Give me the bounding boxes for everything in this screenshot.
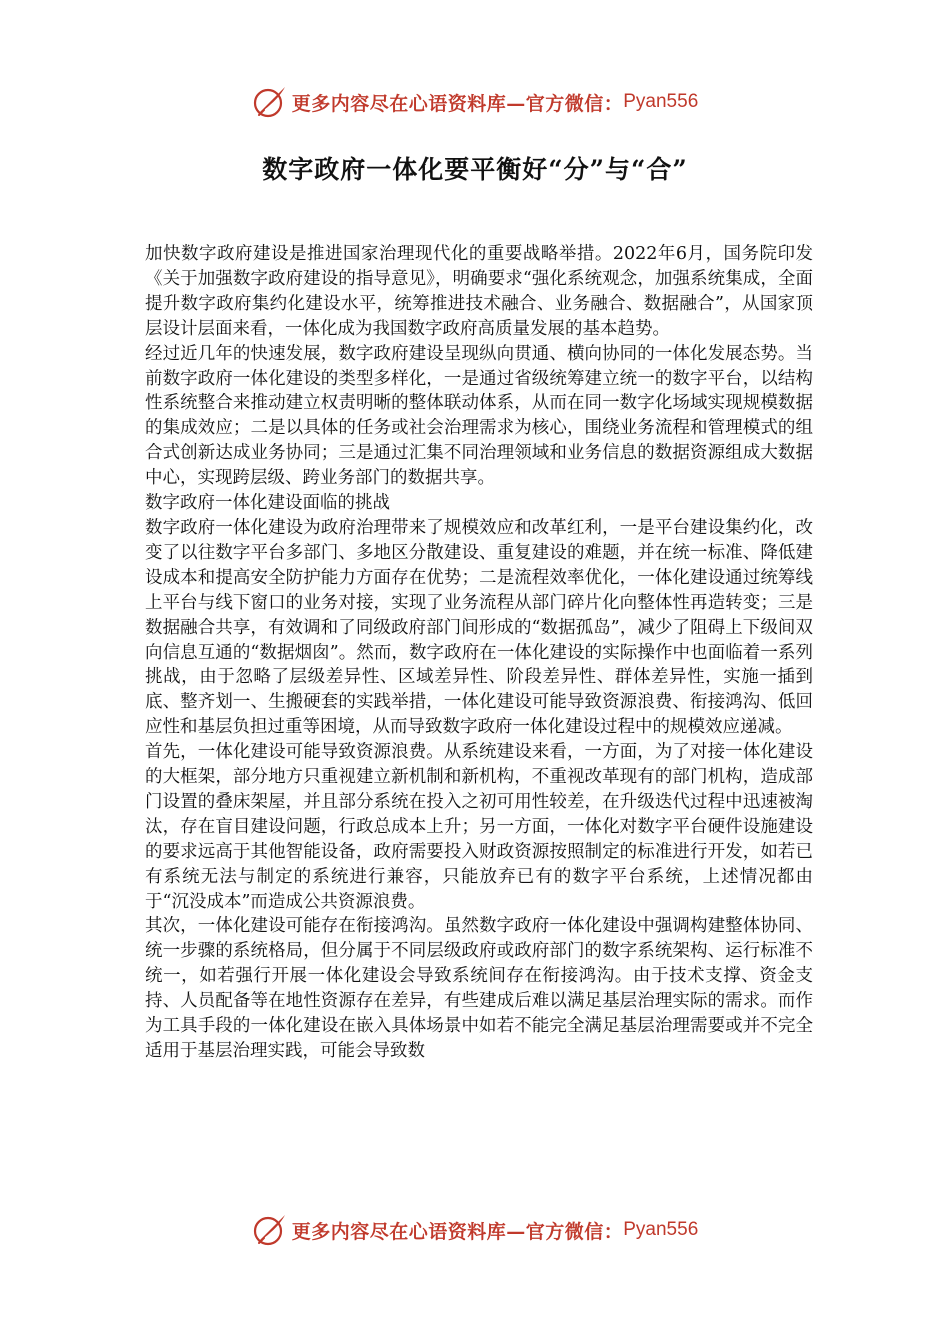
feather-quill-logo xyxy=(252,84,288,120)
banner-text: 更多内容尽在心语资料库—官方微信： xyxy=(291,1220,624,1243)
article-body xyxy=(145,242,813,1064)
header-banner xyxy=(0,82,950,122)
banner-contact: Pyan556 xyxy=(623,91,699,112)
paragraph: 加快数字政府建设是推进国家治理现代化的重要战略举措。2022年6月，国务院印发《关于加强数字政府建设的指导意见》，明确要求“强化系统观念，加强系统集成，全面提升数字政府集约化建设水平，统筹推进技术融合、业务融合、数据融合”，从国家顶层设计层面来看，一体化成为我国数字政府高质量发展的基本趋势。 xyxy=(145,244,813,339)
footer-banner xyxy=(0,1210,950,1250)
paragraph: 经过近几年的快速发展，数字政府建设呈现纵向贯通、横向协同的一体化发展态势。当前数字政府一体化建设的类型多样化，一是通过省级统筹建立统一的数字平台，以结构性系统整合来推动建立权责明晰的整体联动体系，从而在同一数字化场域实现规模数据的集成效应；二是以具体的任务或社会治理需求为核心，围绕业务流程和管理模式的组合式创新达成业务协同；三是通过汇集不同治理领域和业务信息的数据资源组成大数据中心，实现跨层级、跨业务部门的数据共享。 xyxy=(145,343,813,489)
paragraph: 其次，一体化建设可能存在衔接鸿沟。虽然数字政府一体化建设中强调构建整体协同、统一步骤的系统格局，但分属于不同层级政府或政府部门的数字系统架构、运行标准不统一，如若强行开展一体化建设会导致系统间存在衔接鸿沟。由于技术支撑、资金支持、人员配备等在地性资源存在差异，有些建成后难以满足基层治理实际的需求。而作为工具手段的一体化建设在嵌入具体场景中如若不能完全满足基层治理需要或并不完全适用于基层治理实践，可能会导致数 xyxy=(145,916,813,1061)
feather-quill-logo xyxy=(252,1212,288,1248)
section-heading: 数字政府一体化建设面临的挑战 xyxy=(145,493,390,514)
paragraph: 首先，一体化建设可能导致资源浪费。从系统建设来看，一方面，为了对接一体化建设的大框架，部分地方只重视建立新机制和新机构，不重视改革现有的部门机构，造成部门设置的叠床架屋，并且部分系统在投入之初可用性较差，在升级迭代过程中迅速被淘汰，存在盲目建设问题，行政总成本上升；另一方面，一体化对数字平台硬件设施建设的要求远高于其他智能设备，政府需要投入财政资源按照制定的标准进行开发，如若已有系统无法与制定的系统进行兼容，只能放弃已有的数字平台系统，上述情况都由于“沉没成本”而造成公共资源浪费。 xyxy=(145,742,813,912)
page-title: 数字政府一体化要平衡好“分”与“合” xyxy=(262,155,688,184)
paragraph: 数字政府一体化建设为政府治理带来了规模效应和改革红利，一是平台建设集约化，改变了以往数字平台多部门、多地区分散建设、重复建设的难题，并在统一标准、降低建设成本和提高安全防护能力方面存在优势；二是流程效率优化，一体化建设通过统筹线上平台与线下窗口的业务对接，实现了业务流程从部门碎片化向整体性再造转变；三是数据融合共享，有效调和了同级政府部门间形成的“数据孤岛”，减少了阻碍上下级间双向信息互通的“数据烟囱”。然而，数字政府在一体化建设的实际操作中也面临着一系列挑战，由于忽略了层级差异性、区域差异性、阶段差异性、群体差异性，实施一插到底、整齐划一、生搬硬套的实践举措，一体化建设可能导致资源浪费、衔接鸿沟、低回应性和基层负担过重等困境，从而导致数字政府一体化建设过程中的规模效应递减。 xyxy=(145,517,813,738)
banner-contact: Pyan556 xyxy=(623,1219,699,1240)
banner-text: 更多内容尽在心语资料库—官方微信： xyxy=(291,92,624,115)
